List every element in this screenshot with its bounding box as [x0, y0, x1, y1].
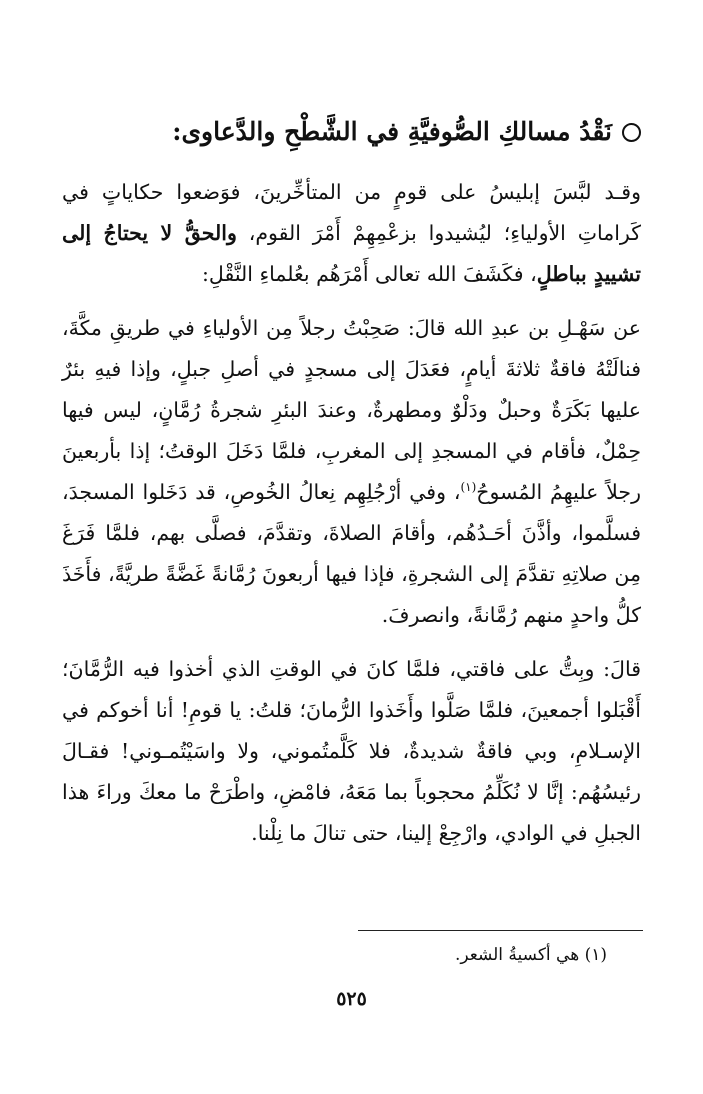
footnote: (١) هي أكسيةُ الشعر. [454, 945, 607, 965]
paragraph-2-text: عن سَهْـلِ بن عبدِ الله قالَ: صَحِبْتُ رجلاً مِن الأولياءِ في طريقِ مكَّةَ، فنالَتْهُ فاقةٌ ثلاثةَ أيامٍ، فعَدَلَ إلى مسجدٍ في أصلِ جبلٍ، وإذا فيهِ بئرٌ عليها بَكَرَةٌ وحبلٌ ودَلْوٌ ومطهرةٌ، وعندَ البئرِ شجرةُ رُمَّانٍ، ليس فيها حِمْلٌ، فأقام في المسجدِ إلى المغربِ، فلمَّا دَخَلَ الوقتُ؛ إذا بأربعينَ رجلاً عليهِمُ المُسوحُ [62, 316, 641, 504]
paragraph-1-text: وقـد لبَّسَ إبليسُ على قومٍ من المتأخِّرينَ، فوَضعوا حكاياتٍ في كَراماتِ الأولياءِ؛ ليُشيدوا بزعْمِهِمْ أَمْرَ القوم، [62, 180, 642, 245]
paragraph-1-text-end: ، فكَشَفَ الله تعالى أَمْرَهُم بعُلماءِ النَّقْلِ: [202, 262, 537, 286]
main-text [62, 112, 641, 867]
paragraph-3: قالَ: وبِتُّ على فاقتي، فلمَّا كانَ في الوقتِ الذي أخذوا فيه الرُّمَّانَ؛ أَقْبَلوا أجمعينَ، فلمَّا صَلَّوا وأَخَذوا الرُّمانَ؛ قلتُ: يا قومِ! أنا أخوكم في الإسـلامِ، وبي فاقةٌ شديدةٌ، فلا كَلَّمتُموني، ولا واسَيْتُمـوني! فقـالَ رئيسُهُم: إنَّا لا نُكَلِّمُ محجوباً بما مَعَهُ، فامْضِ، واطْرَحْ ما معكَ وراءَ هذا الجبلِ في الوادي، وارْجِعْ إلينا، حتى تنالَ ما نِلْنا. [62, 657, 641, 845]
paragraph-2 [62, 308, 641, 636]
footnote-reference[interactable]: (١) [460, 480, 477, 495]
section-heading-text: نَقْدُ مسالكِ الصُّوفيَّةِ في الشَّطْحِ والدَّعاوى: [172, 117, 612, 146]
paragraph-1 [62, 172, 641, 295]
page-number: ٥٢٥ [336, 988, 367, 1010]
paragraph-2-text-end: ، وفي أرْجُلِهِم نِعالُ الخُوصِ، قد دَخَلوا المسجدَ، فسلَّموا، وأذَّنَ أحَـدُهُم، وأقامَ الصلاةَ، وتقدَّمَ، فصلَّى بهم، فلمَّا فَرَغَ مِن صلاتِهِ تقدَّمَ إلى الشجرةِ، فإذا فيها أربعونَ رُمَّانةً غَضَّةً طريَّةً، فأَخَذَ كلُّ واحدٍ منهم رُمَّانةً، وانصرفَ. [62, 480, 641, 627]
footnote-divider [358, 930, 643, 931]
circle-bullet-icon [622, 123, 641, 142]
section-heading [62, 112, 641, 152]
paragraph-1-bold-text: والحقُّ لا يحتاجُ إلى تشييدٍ بباطلٍ [62, 221, 641, 286]
